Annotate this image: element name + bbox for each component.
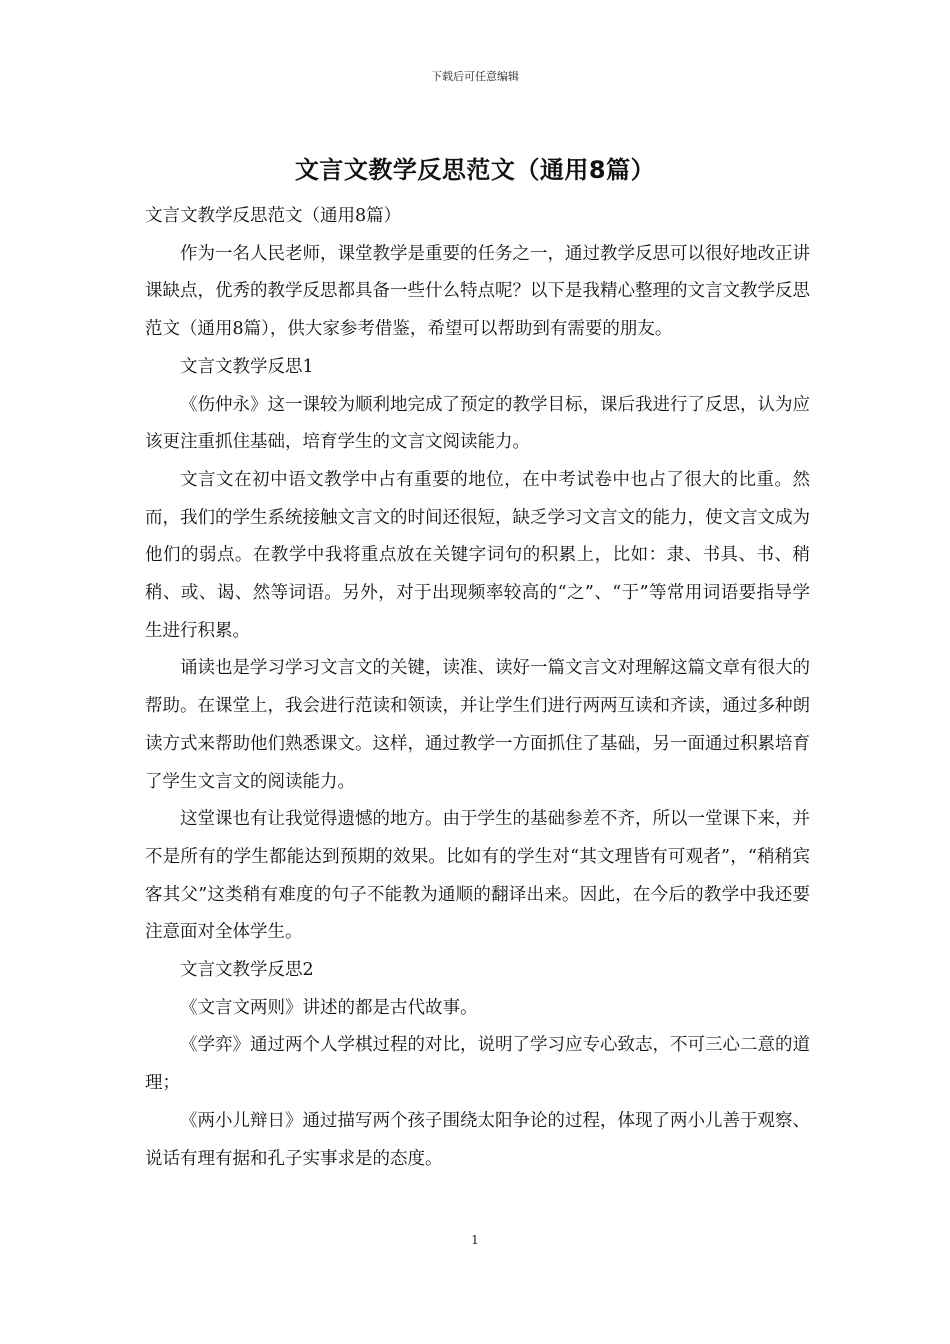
header-note: 下载后可任意编辑 xyxy=(431,70,519,83)
document-title: 文言文教学反思范文（通用8篇） xyxy=(294,156,656,184)
body-paragraph: 《文言文两则》讲述的都是古代故事。 xyxy=(180,997,478,1018)
body-paragraph: 文言文在初中语文教学中占有重要的地位，在中考试卷中也占了很大的比重。然而，我们的学生系统接触文言文的时间还很短，缺乏学习文言文的能力，使文言文成为他们的弱点。在教学中我将重点放在关键字词句的积累上，比如：隶、书具、书、稍稍、或、谒、然等词语。另外，对于出现频率较高的“之”、“于”等常用词语要指导学生进行积累。 xyxy=(145,469,810,641)
section-heading-2: 文言文教学反思2 xyxy=(180,960,314,981)
body-paragraph: 《两小儿辩日》通过描写两个孩子围绕太阳争论的过程，体现了两小儿善于观察、说话有理有据和孔子实事求是的态度。 xyxy=(145,1110,810,1169)
page-number: 1 xyxy=(471,1233,479,1247)
document-body xyxy=(145,198,810,1178)
body-paragraph: 这堂课也有让我觉得遗憾的地方。由于学生的基础参差不齐，所以一堂课下来，并不是所有的学生都能达到预期的效果。比如有的学生对“其文理皆有可观者”，“稍稍宾客其父”这类稍有难度的句子不能教为通顺的翻译出来。因此，在今后的教学中我还要注意面对全体学生。 xyxy=(145,809,810,943)
section-heading-1: 文言文教学反思1 xyxy=(180,356,314,377)
body-paragraph: 诵读也是学习学习文言文的关键，读准、读好一篇文言文对理解这篇文章有很大的帮助。在课堂上，我会进行范读和领读，并让学生们进行两两互读和齐读，通过多种朗读方式来帮助他们熟悉课文。这样，通过教学一方面抓住了基础，另一面通过积累培育了学生文言文的阅读能力。 xyxy=(145,658,810,792)
body-paragraph: 《伤仲永》这一课较为顺利地完成了预定的教学目标，课后我进行了反思，认为应该更注重抓住基础，培育学生的文言文阅读能力。 xyxy=(145,394,810,453)
subtitle-line: 文言文教学反思范文（通用8篇） xyxy=(145,206,402,226)
intro-paragraph: 作为一名人民老师，课堂教学是重要的任务之一，通过教学反思可以很好地改正讲课缺点，优秀的教学反思都具备一些什么特点呢？以下是我精心整理的文言文教学反思范文（通用8篇），供大家参考借鉴，希望可以帮助到有需要的朋友。 xyxy=(145,243,810,340)
body-paragraph: 《学弈》通过两个人学棋过程的对比，说明了学习应专心致志，不可三心二意的道理； xyxy=(145,1035,810,1094)
